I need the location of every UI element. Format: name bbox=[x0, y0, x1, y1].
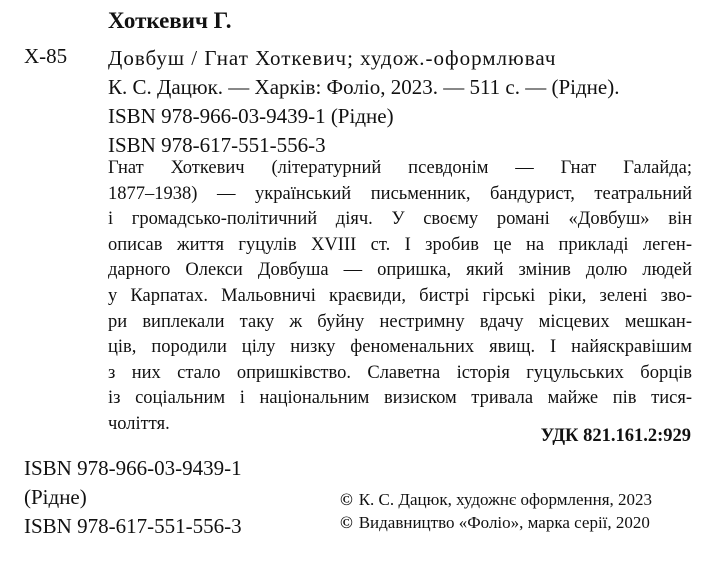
annotation-line: чоліття. bbox=[108, 413, 170, 434]
bib-title-line: Довбуш / Гнат Хоткевич; худож.-оформлювач bbox=[108, 46, 557, 70]
copyright-symbol: © bbox=[340, 490, 353, 509]
copyright-text-2: Видавництво «Фоліо», марка серії, 2020 bbox=[358, 513, 650, 532]
annotation-line: ців, породили цілу низку феноменальних явищ. І найяскравішим bbox=[108, 337, 692, 358]
annotation-line: дарного Олекси Довбуша — опришка, який змінив долю людей bbox=[108, 260, 692, 281]
annotation-line: Гнат Хоткевич (літературний псевдонім — Гнат Галайда; bbox=[108, 158, 692, 178]
isbn-block-line-3: ISBN 978-617-551-556-3 bbox=[24, 514, 242, 538]
annotation-line: 1877–1938) — український письменник, бандурист, театральний bbox=[108, 183, 692, 204]
annotation-line: описав життя гуцулів XVIII ст. І зробив це на прикладі леген- bbox=[108, 234, 692, 255]
annotation-line: з них стало опришківство. Славетна історія гуцульських борців bbox=[108, 362, 692, 383]
isbn-block-line-2: (Рідне) bbox=[24, 485, 87, 509]
copyright-symbol: © bbox=[340, 513, 353, 532]
classification-code: Х-85 bbox=[24, 44, 68, 68]
annotation-line: із соціальним і національним визиском тривала майже пів тися- bbox=[108, 388, 692, 409]
isbn-block-line-1: ISBN 978-966-03-9439-1 bbox=[24, 456, 242, 480]
udk-code: УДК 821.161.2:929 bbox=[540, 426, 691, 446]
copyright-block bbox=[340, 488, 652, 534]
isbn-block bbox=[24, 454, 242, 541]
bibliographic-description bbox=[108, 44, 619, 160]
bib-isbn-2: ISBN 978-617-551-556-3 bbox=[108, 133, 326, 157]
copyright-text-1: К. С. Дацюк, художнє оформлення, 2023 bbox=[358, 490, 653, 509]
annotation-line: і громадсько-політичний діяч. У своєму романі «Довбуш» він bbox=[108, 209, 692, 230]
copyright-line-1 bbox=[340, 488, 652, 511]
bib-isbn-1: ISBN 978-966-03-9439-1 (Рідне) bbox=[108, 104, 394, 128]
bib-publication-line: К. С. Дацюк. — Харків: Фоліо, 2023. — 511 с. — (Рідне). bbox=[108, 75, 620, 99]
copyright-line-2 bbox=[340, 511, 652, 534]
annotation bbox=[108, 156, 692, 438]
annotation-line: у Карпатах. Мальовничі краєвиди, бистрі гірські ріки, зелені зво- bbox=[108, 285, 692, 306]
author-heading: Хоткевич Г. bbox=[108, 8, 232, 33]
annotation-line: ри виплекали таку ж буйну нестримну вдачу місцевих мешкан- bbox=[108, 311, 692, 332]
